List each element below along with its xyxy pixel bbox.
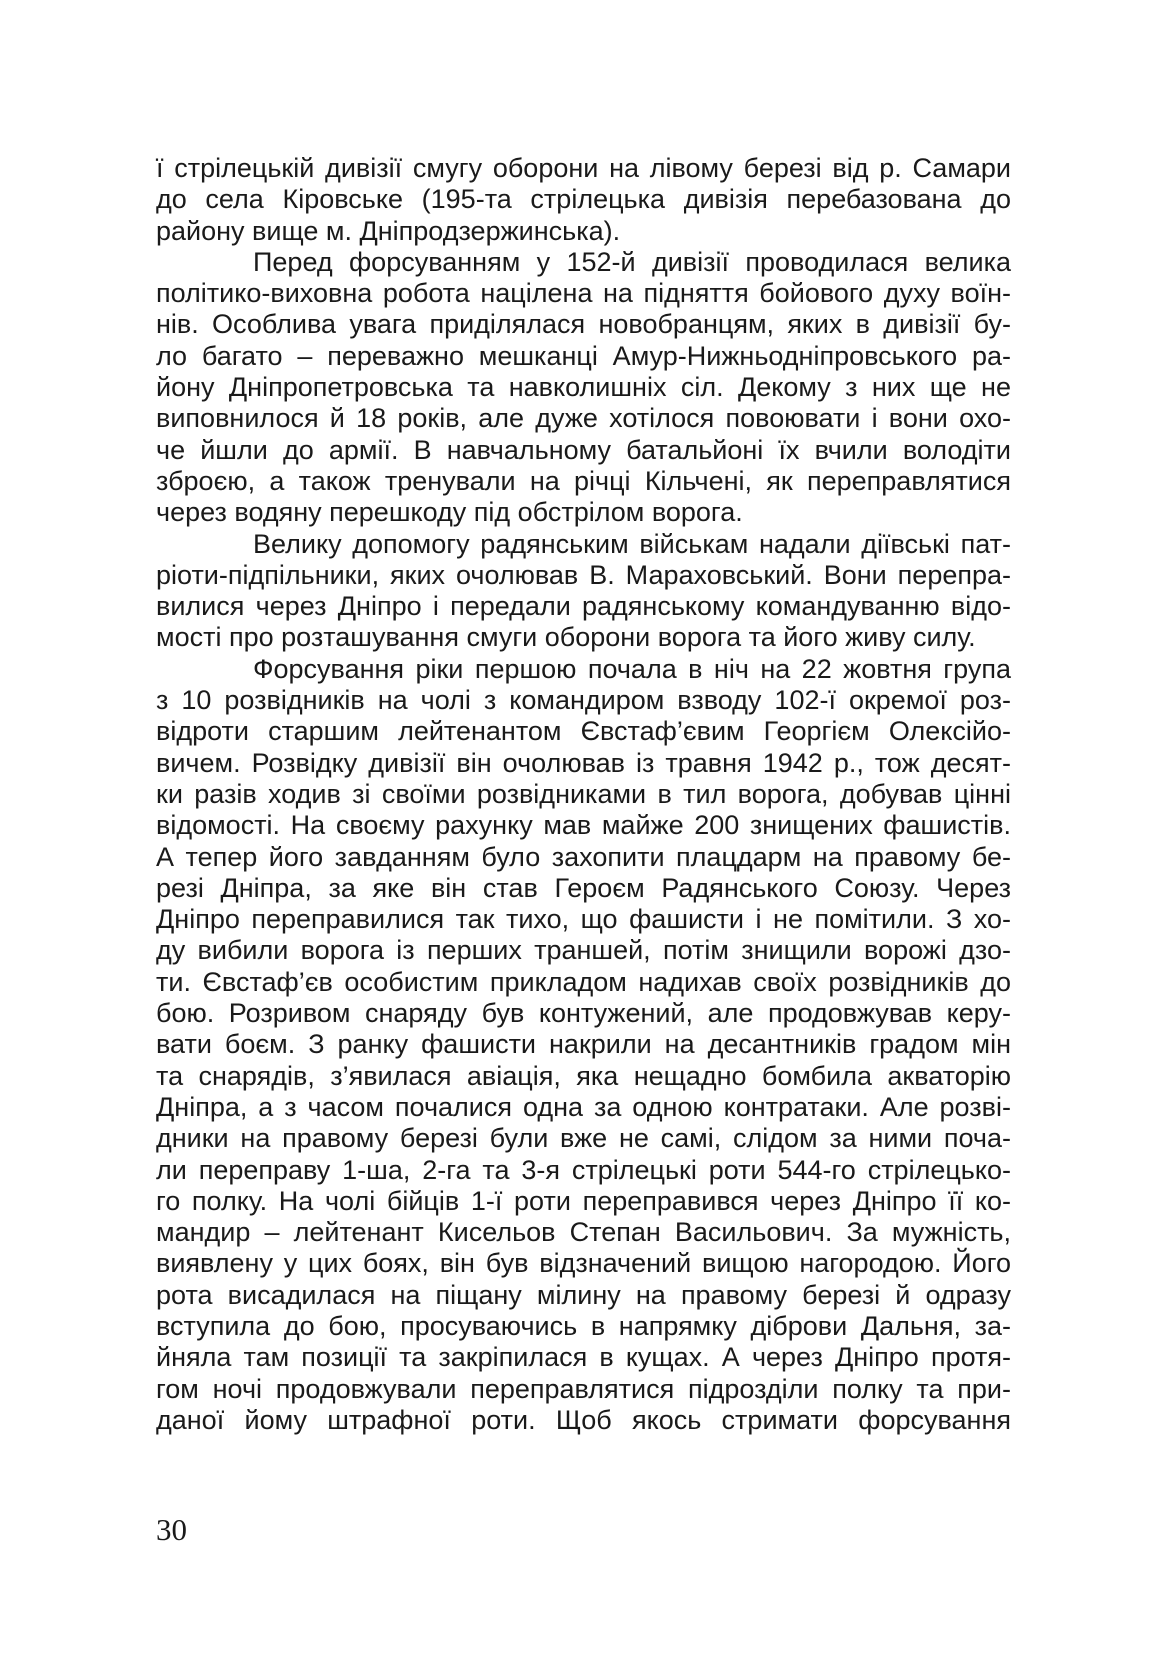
text-line: виповнилося й 18 років, але дуже хотілося повоювати і вони охо-	[156, 403, 1011, 434]
text-line: ріоти-підпільники, яких очолював В. Мараховський. Вони перепра-	[156, 559, 1011, 590]
paragraph-3	[156, 529, 1011, 654]
text-line: району вище м. Дніпродзержинська).	[156, 215, 621, 246]
text-line: дники на правому березі були вже не самі, слідом за ними поча-	[156, 1123, 1011, 1154]
text-line: Перед форсуванням у 152-й дивізії проводилася велика	[253, 246, 1011, 277]
text-line: го полку. На чолі бійців 1-ї роти переправився через Дніпро її ко-	[156, 1185, 1011, 1216]
text-line: Велику допомогу радянським військам надали діївські пат-	[253, 528, 1011, 559]
text-line: даної йому штрафної роти. Щоб якось стримати форсування	[156, 1404, 1011, 1435]
text-line: бою. Розривом снаряду був контужений, але продовжував керу-	[156, 998, 1011, 1029]
text-line: з 10 розвідників на чолі з командиром взводу 102-ї окремої роз-	[156, 685, 1011, 716]
text-line: ло багато – переважно мешканці Амур-Нижньодніпровського ра-	[156, 340, 1011, 371]
text-line: через водяну перешкоду під обстрілом ворога.	[156, 497, 743, 528]
text-line: гом ночі продовжували переправлятися підрозділи полку та при-	[156, 1373, 1011, 1404]
text-line: А тепер його завданням було захопити плацдарм на правому бе-	[156, 841, 1011, 872]
text-line: ду вибили ворога із перших траншей, потім знищили ворожі дзо-	[156, 935, 1011, 966]
text-line: йняла там позиції та закріпилася в кущах. А через Дніпро протя-	[156, 1342, 1011, 1373]
text-line: рота висадилася на піщану мілину на правому березі й одразу	[156, 1279, 1011, 1310]
body-text	[156, 153, 1011, 1436]
text-line: та снарядів, з’явилася авіація, яка нещадно бомбила акваторію	[156, 1060, 1011, 1091]
text-line: вичем. Розвідку дивізії він очолював із травня 1942 р., тож десят-	[156, 747, 1011, 778]
text-line: ї стрілецькій дивізії смугу оборони на лівому березі від р. Самари	[156, 153, 1011, 183]
text-line: ли переправу 1-ша, 2-га та 3-я стрілецькі роти 544-го стрілецько-	[156, 1154, 1011, 1185]
text-line: вилися через Дніпро і передали радянському командуванню відо-	[156, 591, 1011, 622]
text-line: Дніпра, а з часом почалися одна за одною контратаки. Але розві-	[156, 1091, 1011, 1122]
text-line: ки разів ходив зі своїми розвідниками в тил ворога, добував цінні	[156, 778, 1011, 809]
paragraph-1	[156, 153, 1011, 247]
paragraph-4	[156, 654, 1011, 1436]
text-line: мандир – лейтенант Кисельов Степан Васильович. За мужність,	[156, 1217, 1011, 1248]
text-line: виявлену у цих боях, він був відзначений вищою нагородою. Його	[156, 1248, 1011, 1279]
text-line: вступила до бою, просуваючись в напрямку діброви Дальня, за-	[156, 1310, 1011, 1341]
text-line: че йшли до армії. В навчальному батальйоні їх вчили володіти	[156, 434, 1011, 465]
text-line: відроти старшим лейтенантом Євстаф’євим Георгієм Олексійо-	[156, 716, 1011, 747]
text-line: нів. Особлива увага приділялася новобранцям, яких в дивізії бу-	[156, 309, 1011, 340]
page-number: 30	[156, 1512, 187, 1547]
text-line: до села Кіровське (195-та стрілецька дивізія перебазована до	[156, 184, 1011, 215]
text-line: йону Дніпропетровська та навколишніх сіл. Декому з них ще не	[156, 372, 1011, 403]
text-line: резі Дніпра, за яке він став Героєм Радянського Союзу. Через	[156, 872, 1011, 903]
text-line: політико-виховна робота націлена на підняття бойового духу воїн-	[156, 278, 1011, 309]
text-line: Дніпро переправилися так тихо, що фашисти і не помітили. З хо-	[156, 904, 1011, 935]
text-line: Форсування ріки першою почала в ніч на 22 жовтня група	[253, 653, 1011, 684]
text-line: відомості. На своєму рахунку мав майже 200 знищених фашистів.	[156, 810, 1011, 841]
paragraph-2	[156, 247, 1011, 529]
text-line: ти. Євстаф’єв особистим прикладом надихав своїх розвідників до	[156, 966, 1011, 997]
text-line: зброєю, а також тренували на річці Кільчені, як переправлятися	[156, 465, 1011, 496]
text-line: вати боєм. З ранку фашисти накрили на десантників градом мін	[156, 1029, 1011, 1060]
text-line: мості про розташування смуги оборони ворога та його живу силу.	[156, 622, 976, 653]
